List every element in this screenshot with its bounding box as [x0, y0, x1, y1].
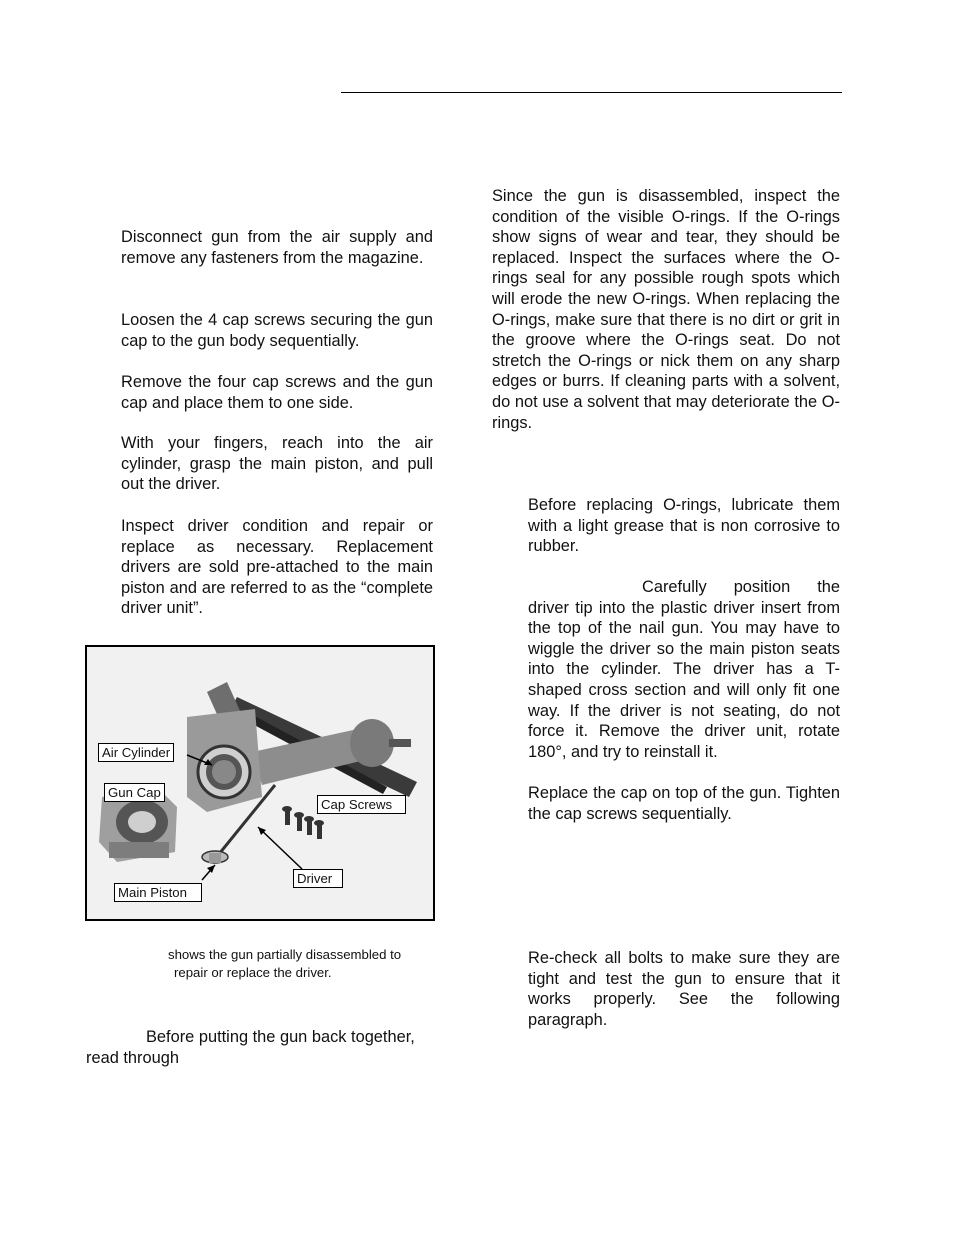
recheck-paragraph: Re-check all bolts to make sure they are tight and test the gun to ensure that it works properly. See the following paragraph. [528, 949, 840, 1029]
caption-line-1: shows the gun partially disassembled to [168, 947, 402, 962]
cap-screws-label: Cap Screws [317, 795, 406, 814]
oring-inspection-paragraph: Since the gun is disassembled, inspect the condition of the visible O-rings. If the O-rings show signs of wear and tear, they should be replaced. Inspect the surfaces where the O-rings seal for any possible rough spots which will erode the new O-rings. When replacing the O-rings, make sure that there is no dirt or grit in the groove where the O-rings seat. Do not stretch the O-rings or nick them on any sharp edges or burrs. If cleaning parts with a solvent, do not use a solvent that may deteriorate the O-rings. [492, 187, 840, 432]
caption-line-2: repair or replace the driver. [174, 964, 332, 980]
lubricate-paragraph: Before replacing O-rings, lubricate them with a light grease that is non corrosive to rubber. [528, 496, 840, 556]
disassembly-figure [85, 645, 435, 921]
replace-cap-paragraph: Replace the cap on top of the gun. Tighten the cap screws sequentially. [528, 784, 840, 823]
figure-caption [168, 946, 438, 981]
step-pull-driver: With your fingers, reach into the air cylinder, grasp the main piston, and pull out the driver. [121, 434, 433, 494]
air-cylinder-label: Air Cylinder [98, 743, 174, 762]
step-disconnect: Disconnect gun from the air supply and remove any fasteners from the magazine. [121, 228, 433, 267]
header-rule [341, 92, 842, 93]
step-loosen-screws: Loosen the 4 cap screws securing the gun cap to the gun body sequentially. [121, 311, 433, 350]
step-remove-cap: Remove the four cap screws and the gun cap and place them to one side. [121, 373, 433, 412]
gun-cap-label: Gun Cap [104, 783, 165, 802]
note-line-1: Before putting the gun back together, [146, 1028, 415, 1046]
note-line-2: read through [86, 1049, 179, 1067]
step-inspect-driver: Inspect driver condition and repair or replace as necessary. Replacement drivers are sold pre-attached to the main piston and are referred to as the “complete driver unit”. [121, 517, 433, 618]
driver-label: Driver [293, 869, 343, 888]
main-piston-label: Main Piston [114, 883, 202, 902]
position-driver-paragraph: Carefully position the driver tip into the plastic driver insert from the top of the nail gun. You may have to wiggle the driver so the main piston seats into the cylinder. The driver has a T-shaped cross section and will only fit one way. If the driver is not seating, do not force it. Remove the driver unit, rotate 180°, and try to reinstall it. [528, 578, 840, 761]
